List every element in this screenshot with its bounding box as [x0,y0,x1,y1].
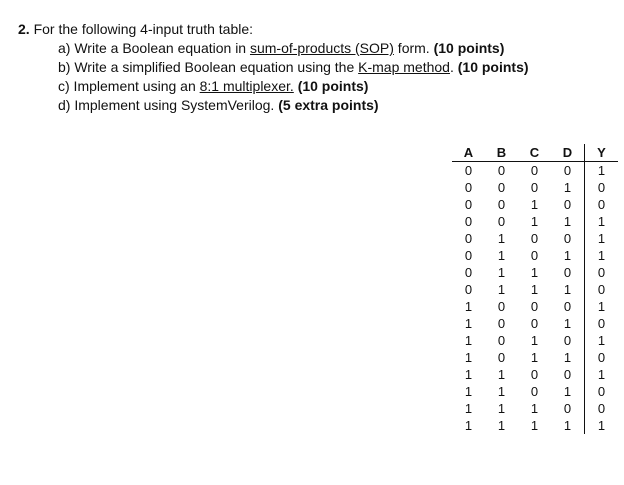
cell-a: 0 [464,248,473,263]
cell-c: 1 [530,282,539,297]
part-b-underlined-term: K-map method [358,59,450,75]
cell-b: 1 [497,231,506,246]
cell-a: 1 [464,333,473,348]
cell-d: 0 [563,333,572,348]
cell-a: 1 [464,350,473,365]
part-c-points: (10 points) [297,78,369,94]
table-row [452,213,618,230]
part-b-text: b) Write a simplified Boolean equation using the [58,59,359,75]
cell-a: 0 [464,214,473,229]
cell-a: 1 [464,418,473,433]
cell-y: 0 [585,400,619,417]
table-row [452,298,618,315]
cell-y: 1 [585,213,619,230]
header-c: C [518,144,551,162]
cell-y: 0 [585,383,619,400]
cell-b: 1 [497,418,506,433]
part-b [58,58,608,77]
question-parts [18,39,608,115]
question-intro: For the following 4-input truth table: [29,21,254,37]
header-y: Y [585,144,619,162]
question-heading [18,20,608,39]
cell-c: 0 [530,163,539,178]
cell-c: 0 [530,316,539,331]
part-d-points-open: (5 [278,97,295,113]
cell-b: 0 [497,299,506,314]
part-c [58,77,608,96]
cell-c: 0 [530,231,539,246]
cell-d: 1 [563,316,572,331]
part-d-text: d) Implement using SystemVerilog. [58,97,279,113]
cell-a: 1 [464,401,473,416]
part-a-text-after: form. [393,40,434,56]
cell-c: 1 [530,350,539,365]
cell-c: 1 [530,197,539,212]
cell-a: 0 [464,282,473,297]
cell-b: 0 [497,350,506,365]
header-a: A [452,144,485,162]
cell-c: 0 [530,299,539,314]
cell-b: 0 [497,197,506,212]
cell-d: 1 [563,248,572,263]
table-row [452,247,618,264]
cell-a: 0 [464,180,473,195]
cell-y: 0 [585,349,619,366]
header-d: D [551,144,585,162]
cell-y: 1 [585,366,619,383]
cell-b: 1 [497,265,506,280]
part-a-points: (10 points) [433,40,505,56]
cell-d: 1 [563,180,572,195]
table-row [452,230,618,247]
cell-b: 0 [497,163,506,178]
cell-a: 1 [464,316,473,331]
part-a-text: a) Write a Boolean equation in [58,40,250,56]
part-c-text: c) Implement using an [58,78,200,94]
cell-b: 1 [497,401,506,416]
cell-y: 0 [585,264,619,281]
cell-y: 0 [585,179,619,196]
cell-b: 1 [497,367,506,382]
cell-c: 0 [530,180,539,195]
cell-b: 1 [497,384,506,399]
cell-y: 1 [585,247,619,264]
table-row [452,349,618,366]
cell-c: 0 [530,367,539,382]
truth-table [452,144,618,434]
cell-d: 0 [563,231,572,246]
part-d-points: extra points [294,97,374,113]
cell-a: 0 [464,163,473,178]
cell-d: 0 [563,401,572,416]
cell-b: 0 [497,333,506,348]
cell-y: 1 [585,417,619,434]
truth-table-header-row [452,144,618,162]
part-a [58,39,608,58]
table-row [452,366,618,383]
cell-b: 0 [497,214,506,229]
cell-d: 0 [563,197,572,212]
cell-d: 0 [563,265,572,280]
table-row [452,417,618,434]
cell-b: 0 [497,180,506,195]
header-b: B [485,144,518,162]
cell-b: 1 [497,282,506,297]
cell-y: 0 [585,281,619,298]
table-row [452,264,618,281]
cell-b: 1 [497,248,506,263]
cell-d: 1 [563,214,572,229]
table-row [452,332,618,349]
cell-c: 1 [530,418,539,433]
cell-d: 0 [563,367,572,382]
truth-table-body [452,162,618,435]
table-row [452,400,618,417]
cell-a: 0 [464,197,473,212]
table-row [452,315,618,332]
cell-a: 1 [464,367,473,382]
cell-y: 1 [585,230,619,247]
cell-d: 1 [563,350,572,365]
question-block [18,20,608,115]
cell-y: 1 [585,332,619,349]
cell-a: 0 [464,265,473,280]
part-c-underlined-term: 8:1 multiplexer. [199,78,294,94]
table-row [452,179,618,196]
question-number: 2. [18,21,30,37]
part-d [58,96,608,115]
table-row [452,196,618,213]
cell-y: 0 [585,315,619,332]
cell-c: 1 [530,401,539,416]
cell-d: 1 [563,384,572,399]
table-row [452,162,618,180]
cell-b: 0 [497,316,506,331]
cell-y: 1 [585,298,619,315]
cell-c: 0 [530,384,539,399]
cell-d: 0 [563,299,572,314]
cell-c: 1 [530,214,539,229]
cell-d: 1 [563,418,572,433]
cell-a: 0 [464,231,473,246]
cell-c: 1 [530,265,539,280]
cell-y: 1 [585,162,619,180]
cell-c: 0 [530,248,539,263]
cell-y: 0 [585,196,619,213]
cell-d: 0 [563,163,572,178]
part-b-points: (10 points) [457,59,529,75]
cell-c: 1 [530,333,539,348]
table-row [452,383,618,400]
cell-a: 1 [464,384,473,399]
table-row [452,281,618,298]
cell-d: 1 [563,282,572,297]
part-b-text-after: . [449,59,458,75]
part-d-tail: ) [373,97,379,113]
cell-a: 1 [464,299,473,314]
part-a-underlined-term: sum-of-products (SOP) [249,40,394,56]
